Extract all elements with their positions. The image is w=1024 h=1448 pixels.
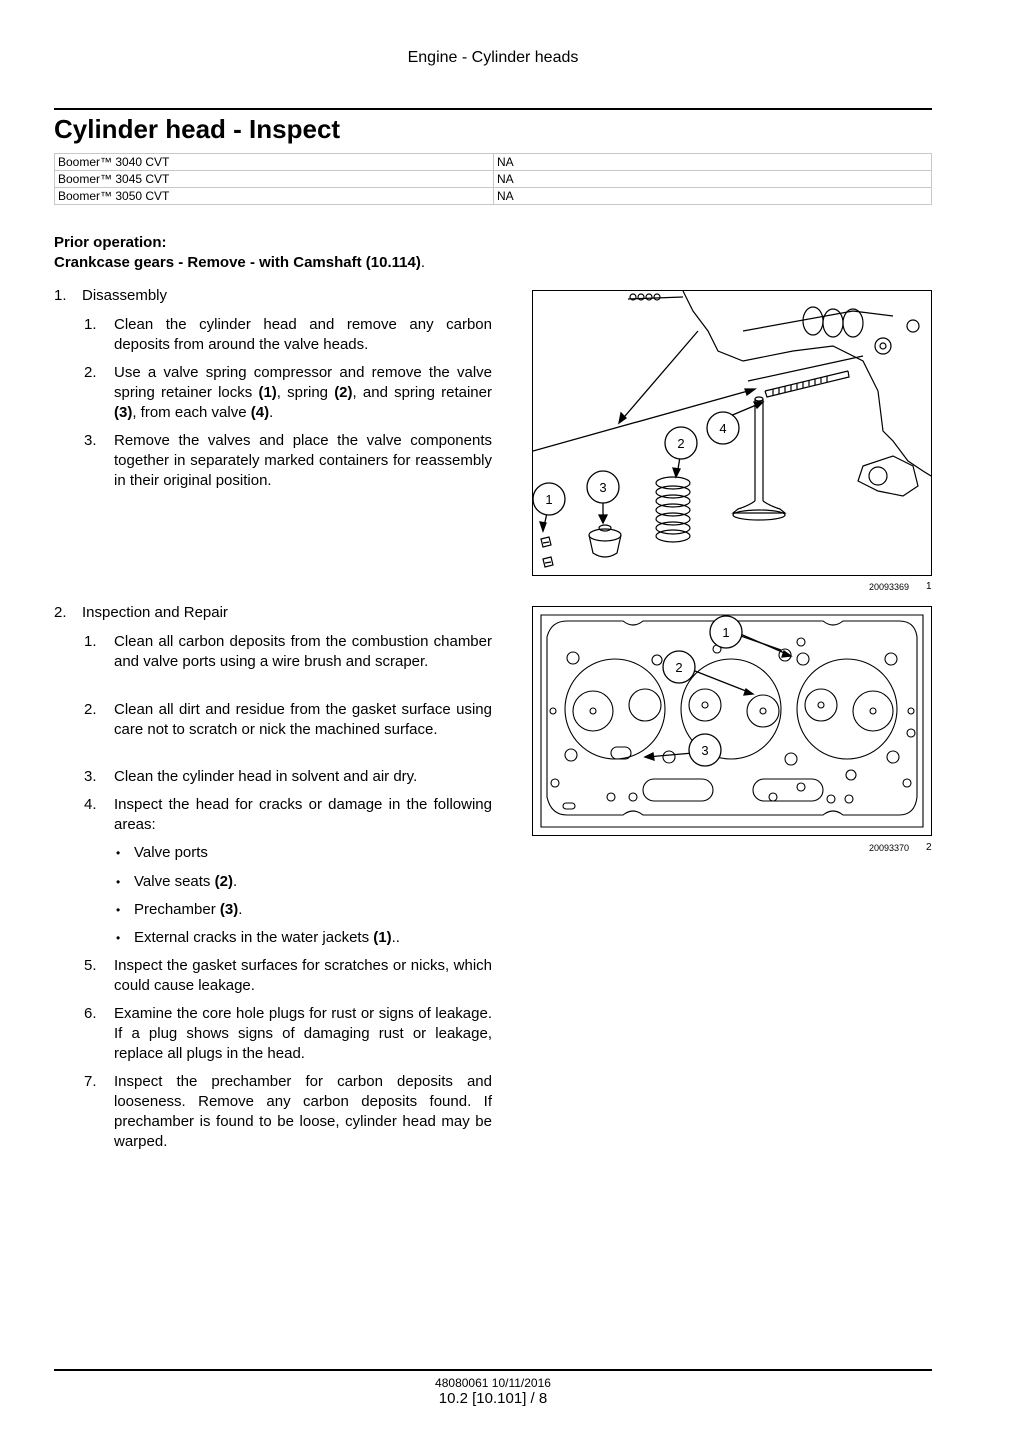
item-text: Remove the valves and place the valve components together in separately marked containers for reassembly in their original position. xyxy=(114,432,492,489)
item-number: 3. xyxy=(84,432,97,449)
callout-1-label: 1 xyxy=(722,625,730,640)
page-title: Cylinder head - Inspect xyxy=(54,114,341,144)
callout-3-label: 3 xyxy=(701,743,709,758)
figure-caption xyxy=(509,843,909,853)
model-name-cell: Boomer™ 3050 CVT xyxy=(55,188,494,205)
model-value-cell: NA xyxy=(494,188,932,205)
item-number: 4. xyxy=(84,796,97,813)
footer-page-number: 10.2 [10.101] / 8 xyxy=(438,1390,548,1407)
footer-doc-ref: 48080061 10/11/2016 xyxy=(435,1376,551,1390)
figure-valve-components xyxy=(532,290,932,576)
header-rule xyxy=(54,108,932,110)
item-number: 2. xyxy=(84,364,97,381)
table-row xyxy=(55,188,932,205)
step-number: 1. xyxy=(54,287,67,304)
item-text: Examine the core hole plugs for rust or signs of leakage. If a plug shows signs of damaging rust or leakage, replace all plugs in the head. xyxy=(114,1005,492,1062)
callout-3-label: 3 xyxy=(599,480,607,495)
item-text: Clean all carbon deposits from the combustion chamber and valve ports using a wire brush and scraper. xyxy=(114,633,492,670)
figure-code: 20093369 xyxy=(868,582,909,592)
prior-operation-label: Prior operation: xyxy=(54,234,167,251)
item-text: Inspect the prechamber for carbon deposits and looseness. Remove any carbon deposits found. If prechamber is found to be loose, cylinder head may be warped. xyxy=(114,1073,492,1150)
step-title: Inspection and Repair xyxy=(82,604,228,621)
item-number: 7. xyxy=(84,1073,97,1090)
item-number: 1. xyxy=(84,316,97,333)
prior-operation-link[interactable]: Crankcase gears - Remove - with Camshaft (10.114) xyxy=(54,254,421,271)
item-number: 5. xyxy=(84,957,97,974)
item-number: 3. xyxy=(84,768,97,785)
figure-head-gasket-surface xyxy=(532,606,932,836)
figure-code: 20093370 xyxy=(868,843,909,853)
prior-operation-punct: . xyxy=(420,254,425,271)
callout-1-label: 1 xyxy=(545,492,553,507)
model-name-cell: Boomer™ 3045 CVT xyxy=(55,171,494,188)
table-row xyxy=(55,171,932,188)
model-name-cell: Boomer™ 3040 CVT xyxy=(55,154,494,171)
item-text: Use a valve spring compressor and remove the valve spring retainer locks (1), spring (2), and spring retainer (3), from each valve (4). xyxy=(114,364,492,421)
item-number: 6. xyxy=(84,1005,97,1022)
item-text: Inspect the gasket surfaces for scratches or nicks, which could cause leakage. xyxy=(114,957,492,994)
model-applicability-table xyxy=(54,153,932,205)
figure-number: 2 xyxy=(926,842,932,853)
callout-4-label: 4 xyxy=(719,421,727,436)
bullet-dot: • xyxy=(116,875,121,889)
figure-number: 1 xyxy=(926,581,932,592)
item-text: Clean all dirt and residue from the gasket surface using care not to scratch or nick the machined surface. xyxy=(114,701,492,738)
model-value-cell: NA xyxy=(494,171,932,188)
step-title: Disassembly xyxy=(82,287,168,304)
figure-caption xyxy=(509,582,909,592)
running-header: Engine - Cylinder heads xyxy=(407,49,579,66)
cylinder-head-face-illustration xyxy=(533,607,931,835)
model-value-cell: NA xyxy=(494,154,932,171)
bullet-dot: • xyxy=(116,846,121,860)
table-row xyxy=(55,154,932,171)
step-number: 2. xyxy=(54,604,67,621)
item-text: Inspect the head for cracks or damage in the following areas: xyxy=(114,796,492,833)
callout-2-label: 2 xyxy=(675,660,683,675)
bullet-dot: • xyxy=(116,931,121,945)
item-number: 1. xyxy=(84,633,97,650)
item-text: Clean the cylinder head and remove any carbon deposits from around the valve heads. xyxy=(114,316,492,353)
bullet-dot: • xyxy=(116,903,121,917)
prior-operation xyxy=(54,233,425,273)
valve-assembly-illustration xyxy=(533,291,931,575)
item-number: 2. xyxy=(84,701,97,718)
item-text: Clean the cylinder head in solvent and air dry. xyxy=(114,768,418,785)
footer-rule xyxy=(54,1369,932,1371)
callout-2-label: 2 xyxy=(677,436,685,451)
